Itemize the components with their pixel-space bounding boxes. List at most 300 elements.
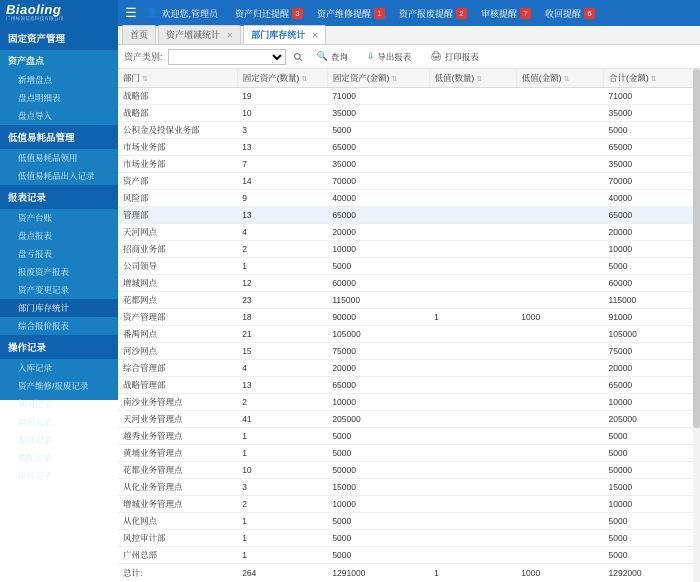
column-header-total-amount[interactable] bbox=[604, 69, 700, 88]
cell-department: 天河业务管理点 bbox=[118, 411, 237, 428]
cell-department: 黄埔业务管理点 bbox=[118, 445, 237, 462]
cell-low-qty bbox=[429, 258, 516, 275]
cell-low-amount bbox=[516, 241, 603, 258]
sidebar bbox=[0, 26, 118, 400]
cell-low-qty bbox=[429, 139, 516, 156]
column-header-low-amount[interactable] bbox=[516, 69, 603, 88]
cell-low-qty bbox=[429, 411, 516, 428]
cell-department: 增城网点 bbox=[118, 275, 237, 292]
cell-fixed-qty: 23 bbox=[237, 292, 327, 309]
cell-fixed-amount: 90000 bbox=[327, 309, 429, 326]
table-row[interactable] bbox=[118, 258, 700, 275]
welcome-text: 欢迎您,管理员 bbox=[161, 7, 218, 20]
sidebar-item-transfer-log[interactable]: 调配记录 bbox=[0, 449, 118, 467]
table-row[interactable] bbox=[118, 156, 700, 173]
cell-department: 战略部 bbox=[118, 105, 237, 122]
table-row[interactable] bbox=[118, 530, 700, 547]
table-row[interactable] bbox=[118, 190, 700, 207]
cell-department: 综合管理部 bbox=[118, 360, 237, 377]
cell-fixed-qty: 15 bbox=[237, 343, 327, 360]
cell-fixed-amount: 115000 bbox=[327, 292, 429, 309]
tab-label: 资产增减统计 bbox=[166, 30, 220, 40]
cell-department: 市场业务部 bbox=[118, 139, 237, 156]
sort-icon[interactable]: ⇅ bbox=[651, 76, 657, 83]
cell-fixed-qty: 2 bbox=[237, 241, 327, 258]
table-row[interactable] bbox=[118, 173, 700, 190]
cell-low-amount bbox=[516, 411, 603, 428]
status-badge: 3 bbox=[292, 8, 303, 19]
cell-total-amount: 105000 bbox=[604, 326, 700, 343]
logo[interactable] bbox=[0, 0, 118, 26]
sidebar-item-claim-log[interactable]: 领用记录 bbox=[0, 395, 118, 413]
cell-department: 风控审计部 bbox=[118, 530, 237, 547]
sidebar-group-consumables[interactable]: 低值易耗品管理 bbox=[0, 125, 118, 149]
sort-icon[interactable]: ⇅ bbox=[563, 76, 569, 83]
nav-label: 资产维修提醒 bbox=[317, 7, 371, 20]
cell-low-amount bbox=[516, 122, 603, 139]
export-button-label: 导出报表 bbox=[377, 51, 411, 63]
table-row[interactable] bbox=[118, 309, 700, 326]
cell-fixed-qty: 13 bbox=[237, 377, 327, 394]
status-badge: 1 bbox=[374, 8, 385, 19]
cell-department: 风险部 bbox=[118, 190, 237, 207]
cell-total-amount: 65000 bbox=[604, 207, 700, 224]
cell-fixed-amount: 71000 bbox=[327, 88, 429, 105]
cell-department: 从化网点 bbox=[118, 513, 237, 530]
column-header-low-qty[interactable] bbox=[429, 69, 516, 88]
cell-fixed-amount: 75000 bbox=[327, 343, 429, 360]
cell-fixed-qty: 9 bbox=[237, 190, 327, 207]
cell-total-amount: 35000 bbox=[604, 105, 700, 122]
table-row[interactable] bbox=[118, 241, 700, 258]
close-icon[interactable]: ✕ bbox=[312, 31, 319, 40]
cell-fixed-qty: 1 bbox=[237, 547, 327, 564]
printer-icon: 🖨 bbox=[430, 51, 441, 62]
sidebar-item-inventory-report[interactable]: 盘点报表 bbox=[0, 227, 118, 245]
sidebar-item-asset-change-log[interactable]: 资产变更记录 bbox=[0, 281, 118, 299]
nav-label: 资产归还提醒 bbox=[235, 7, 289, 20]
top-nav bbox=[228, 0, 602, 26]
welcome-label bbox=[144, 0, 228, 26]
cell-fixed-amount: 50000 bbox=[327, 462, 429, 479]
column-header-fixed-qty[interactable] bbox=[237, 69, 327, 88]
cell-low-amount bbox=[516, 462, 603, 479]
sort-icon[interactable]: ⇅ bbox=[392, 76, 398, 83]
cell-low-qty bbox=[429, 343, 516, 360]
cell-low-amount bbox=[516, 428, 603, 445]
cell-fixed-qty: 21 bbox=[237, 326, 327, 343]
table-row[interactable] bbox=[118, 445, 700, 462]
cell-fixed-amount: 5000 bbox=[327, 513, 429, 530]
nav-item-repair-reminder[interactable] bbox=[310, 0, 392, 26]
body-wrapper bbox=[0, 26, 700, 400]
cell-low-qty bbox=[429, 394, 516, 411]
table-body bbox=[118, 88, 700, 564]
sidebar-group-fixed-assets[interactable]: 固定资产管理 bbox=[0, 26, 118, 50]
cell-fixed-qty: 2 bbox=[237, 394, 327, 411]
footer-total-amount: 1292000 bbox=[604, 564, 700, 582]
cell-total-amount: 91000 bbox=[604, 309, 700, 326]
cell-total-amount: 40000 bbox=[604, 190, 700, 207]
cell-fixed-qty: 1 bbox=[237, 530, 327, 547]
column-header-fixed-amount[interactable] bbox=[327, 69, 429, 88]
cell-total-amount: 5000 bbox=[604, 547, 700, 564]
status-badge: 2 bbox=[456, 8, 467, 19]
cell-low-qty bbox=[429, 547, 516, 564]
cell-fixed-qty: 10 bbox=[237, 462, 327, 479]
cell-fixed-amount: 10000 bbox=[327, 496, 429, 513]
nav-label: 审核提醒 bbox=[481, 7, 517, 20]
cell-fixed-qty: 1 bbox=[237, 513, 327, 530]
cell-low-amount bbox=[516, 207, 603, 224]
cell-low-qty bbox=[429, 122, 516, 139]
cell-fixed-amount: 10000 bbox=[327, 241, 429, 258]
cell-total-amount: 50000 bbox=[604, 462, 700, 479]
cell-low-qty bbox=[429, 462, 516, 479]
cell-low-amount bbox=[516, 156, 603, 173]
print-button-label: 打印报表 bbox=[445, 51, 479, 63]
table-row[interactable] bbox=[118, 224, 700, 241]
logo-subtext: 广州标领信息科技有限公司 bbox=[6, 16, 118, 22]
table-row[interactable] bbox=[118, 292, 700, 309]
status-badge: 6 bbox=[584, 8, 595, 19]
cell-low-qty bbox=[429, 241, 516, 258]
table-row[interactable] bbox=[118, 428, 700, 445]
cell-department: 广州总部 bbox=[118, 547, 237, 564]
cell-department: 公司领导 bbox=[118, 258, 237, 275]
logo-text: Biaoling bbox=[6, 4, 118, 16]
cell-low-amount bbox=[516, 173, 603, 190]
cell-low-qty bbox=[429, 428, 516, 445]
cell-fixed-qty: 7 bbox=[237, 156, 327, 173]
cell-fixed-qty: 18 bbox=[237, 309, 327, 326]
sidebar-item-new-inventory[interactable]: 新增盘点 bbox=[0, 71, 118, 89]
cell-total-amount: 20000 bbox=[604, 224, 700, 241]
print-report-button[interactable] bbox=[423, 49, 485, 65]
cell-low-amount bbox=[516, 343, 603, 360]
table-row[interactable] bbox=[118, 496, 700, 513]
cell-department: 战略部 bbox=[118, 88, 237, 105]
tab-asset-change-stats[interactable] bbox=[158, 25, 241, 44]
cell-total-amount: 75000 bbox=[604, 343, 700, 360]
cell-fixed-amount: 35000 bbox=[327, 156, 429, 173]
nav-label: 资产报废提醒 bbox=[399, 7, 453, 20]
column-label: 部门 bbox=[123, 73, 140, 83]
menu-icon[interactable]: ☰ bbox=[118, 0, 144, 26]
footer-label: 总计: bbox=[118, 564, 237, 582]
cell-fixed-amount: 70000 bbox=[327, 173, 429, 190]
cell-fixed-amount: 20000 bbox=[327, 224, 429, 241]
table-row[interactable] bbox=[118, 105, 700, 122]
cell-fixed-amount: 65000 bbox=[327, 207, 429, 224]
cell-low-amount bbox=[516, 547, 603, 564]
export-report-button[interactable] bbox=[360, 49, 419, 65]
cell-total-amount: 115000 bbox=[604, 292, 700, 309]
cell-fixed-qty: 19 bbox=[237, 88, 327, 105]
cell-low-qty: 1 bbox=[429, 309, 516, 326]
sidebar-group-operations[interactable]: 操作记录 bbox=[0, 335, 118, 359]
cell-total-amount: 20000 bbox=[604, 360, 700, 377]
cell-department: 越秀业务管理点 bbox=[118, 428, 237, 445]
sort-icon[interactable]: ⇅ bbox=[142, 76, 148, 83]
department-stock-table-container bbox=[118, 69, 700, 582]
cell-fixed-amount: 105000 bbox=[327, 326, 429, 343]
cell-fixed-qty: 10 bbox=[237, 105, 327, 122]
asset-category-label: 资产类别: bbox=[124, 50, 163, 63]
sidebar-item-department-stock[interactable]: 部门库存统计 bbox=[0, 299, 118, 317]
cell-total-amount: 5000 bbox=[604, 122, 700, 139]
table-row[interactable] bbox=[118, 275, 700, 292]
sort-icon[interactable]: ⇅ bbox=[301, 76, 307, 83]
table-row[interactable] bbox=[118, 139, 700, 156]
close-icon[interactable]: ✕ bbox=[227, 31, 234, 40]
cell-fixed-amount: 5000 bbox=[327, 445, 429, 462]
cell-department: 招商业务部 bbox=[118, 241, 237, 258]
cell-fixed-qty: 14 bbox=[237, 173, 327, 190]
column-label: 固定资产(数量) bbox=[243, 73, 300, 83]
cell-fixed-amount: 5000 bbox=[327, 122, 429, 139]
footer-fixed-amount: 1291000 bbox=[327, 564, 429, 582]
cell-fixed-amount: 20000 bbox=[327, 360, 429, 377]
cell-department: 管理部 bbox=[118, 207, 237, 224]
query-button-label: 查询 bbox=[331, 51, 348, 63]
cell-fixed-qty: 12 bbox=[237, 275, 327, 292]
nav-item-scrap-reminder[interactable] bbox=[392, 0, 474, 26]
cell-fixed-amount: 205000 bbox=[327, 411, 429, 428]
cell-department: 花都网点 bbox=[118, 292, 237, 309]
cell-low-qty bbox=[429, 530, 516, 547]
cell-fixed-amount: 5000 bbox=[327, 428, 429, 445]
footer-low-qty: 1 bbox=[429, 564, 516, 582]
cell-low-qty bbox=[429, 224, 516, 241]
table-row[interactable] bbox=[118, 326, 700, 343]
cell-low-qty bbox=[429, 377, 516, 394]
column-label: 合计(金额) bbox=[609, 73, 649, 83]
sidebar-item-inbound-log[interactable]: 入库记录 bbox=[0, 359, 118, 377]
cell-total-amount: 71000 bbox=[604, 88, 700, 105]
sidebar-item-inventory-import[interactable]: 盘点导入 bbox=[0, 107, 118, 125]
vertical-scrollbar[interactable] bbox=[693, 69, 700, 582]
sidebar-item-consumable-claim[interactable]: 低值易耗品领用 bbox=[0, 149, 118, 167]
tab-label: 部门库存统计 bbox=[251, 30, 305, 40]
cell-department: 资产部 bbox=[118, 173, 237, 190]
cell-low-amount bbox=[516, 445, 603, 462]
top-bar bbox=[0, 0, 700, 26]
cell-low-qty bbox=[429, 360, 516, 377]
cell-total-amount: 10000 bbox=[604, 241, 700, 258]
table-row[interactable] bbox=[118, 547, 700, 564]
status-badge: 7 bbox=[520, 8, 531, 19]
cell-fixed-amount: 35000 bbox=[327, 105, 429, 122]
export-icon: ⇩ bbox=[367, 51, 375, 62]
cell-low-qty bbox=[429, 275, 516, 292]
table-footer bbox=[118, 564, 700, 582]
nav-item-return-reminder[interactable] bbox=[228, 0, 310, 26]
footer-low-amount: 1000 bbox=[516, 564, 603, 582]
main-panel bbox=[118, 26, 700, 400]
cell-low-qty bbox=[429, 207, 516, 224]
scrollbar-thumb[interactable] bbox=[693, 69, 700, 428]
sort-icon[interactable]: ⇅ bbox=[476, 76, 482, 83]
table-footer-row bbox=[118, 564, 700, 582]
cell-low-amount: 1000 bbox=[516, 309, 603, 326]
cell-low-amount bbox=[516, 513, 603, 530]
cell-total-amount: 60000 bbox=[604, 275, 700, 292]
cell-fixed-qty: 1 bbox=[237, 258, 327, 275]
column-label: 固定资产(金额) bbox=[333, 73, 390, 83]
column-label: 低值(数量) bbox=[435, 73, 475, 83]
cell-fixed-qty: 3 bbox=[237, 479, 327, 496]
table-row[interactable] bbox=[118, 88, 700, 105]
cell-total-amount: 10000 bbox=[604, 394, 700, 411]
cell-low-amount bbox=[516, 496, 603, 513]
cell-low-qty bbox=[429, 292, 516, 309]
sidebar-group-reports[interactable]: 报表记录 bbox=[0, 185, 118, 209]
cell-total-amount: 205000 bbox=[604, 411, 700, 428]
cell-department: 资产管理部 bbox=[118, 309, 237, 326]
cell-fixed-amount: 60000 bbox=[327, 275, 429, 292]
column-label: 低值(金额) bbox=[522, 73, 562, 83]
tab-home[interactable] bbox=[122, 25, 156, 44]
cell-total-amount: 5000 bbox=[604, 258, 700, 275]
cell-department: 河沙网点 bbox=[118, 343, 237, 360]
table-row[interactable] bbox=[118, 462, 700, 479]
cell-total-amount: 65000 bbox=[604, 377, 700, 394]
footer-fixed-qty: 264 bbox=[237, 564, 327, 582]
cell-fixed-amount: 15000 bbox=[327, 479, 429, 496]
cell-fixed-amount: 10000 bbox=[327, 394, 429, 411]
sidebar-item-scrap-report[interactable]: 报废资产报表 bbox=[0, 263, 118, 281]
cell-total-amount: 70000 bbox=[604, 173, 700, 190]
tab-bar bbox=[118, 26, 700, 45]
cell-fixed-qty: 2 bbox=[237, 496, 327, 513]
cell-low-amount bbox=[516, 275, 603, 292]
sidebar-item-inventory-detail[interactable]: 盘点明细表 bbox=[0, 89, 118, 107]
table-row[interactable] bbox=[118, 377, 700, 394]
cell-total-amount: 35000 bbox=[604, 156, 700, 173]
cell-low-qty bbox=[429, 105, 516, 122]
cell-fixed-qty: 1 bbox=[237, 445, 327, 462]
cell-total-amount: 5000 bbox=[604, 428, 700, 445]
sidebar-item-consumable-inout[interactable]: 低值易耗品出入记录 bbox=[0, 167, 118, 185]
nav-item-audit-reminder[interactable] bbox=[474, 0, 538, 26]
tab-department-stock[interactable] bbox=[243, 25, 326, 44]
sidebar-subgroup-inventory[interactable]: 资产盘点 bbox=[0, 50, 118, 71]
sidebar-item-repair-scrap-log[interactable]: 资产维修/报废记录 bbox=[0, 377, 118, 395]
cell-fixed-amount: 5000 bbox=[327, 258, 429, 275]
cell-low-amount bbox=[516, 139, 603, 156]
cell-low-amount bbox=[516, 394, 603, 411]
tab-label: 首页 bbox=[130, 30, 148, 40]
column-header-department[interactable] bbox=[118, 69, 237, 88]
cell-fixed-qty: 4 bbox=[237, 360, 327, 377]
cell-fixed-qty: 41 bbox=[237, 411, 327, 428]
sidebar-item-comprehensive-report[interactable]: 综合报价报表 bbox=[0, 317, 118, 335]
cell-low-qty bbox=[429, 156, 516, 173]
cell-low-qty bbox=[429, 445, 516, 462]
cell-low-amount bbox=[516, 258, 603, 275]
asset-category-select[interactable] bbox=[168, 49, 286, 65]
table-row[interactable] bbox=[118, 411, 700, 428]
table-header bbox=[118, 69, 700, 88]
cell-total-amount: 5000 bbox=[604, 530, 700, 547]
cell-fixed-amount: 65000 bbox=[327, 377, 429, 394]
cell-low-qty bbox=[429, 190, 516, 207]
cell-total-amount: 15000 bbox=[604, 479, 700, 496]
sidebar-item-loss-report[interactable]: 盘亏报表 bbox=[0, 245, 118, 263]
cell-total-amount: 5000 bbox=[604, 513, 700, 530]
cell-total-amount: 65000 bbox=[604, 139, 700, 156]
query-button[interactable] bbox=[310, 49, 355, 65]
cell-department: 花都业务管理点 bbox=[118, 462, 237, 479]
cell-fixed-qty: 1 bbox=[237, 428, 327, 445]
cell-department: 市场业务部 bbox=[118, 156, 237, 173]
cell-low-amount bbox=[516, 530, 603, 547]
cell-low-qty bbox=[429, 88, 516, 105]
cell-department: 天河网点 bbox=[118, 224, 237, 241]
cell-department: 番禺网点 bbox=[118, 326, 237, 343]
search-icon[interactable] bbox=[291, 50, 305, 64]
cell-low-qty bbox=[429, 479, 516, 496]
cell-low-amount bbox=[516, 224, 603, 241]
cell-total-amount: 5000 bbox=[604, 445, 700, 462]
department-stock-table bbox=[118, 69, 700, 582]
cell-low-amount bbox=[516, 292, 603, 309]
cell-low-amount bbox=[516, 326, 603, 343]
sidebar-item-asset-ledger[interactable]: 资产台账 bbox=[0, 209, 118, 227]
cell-low-qty bbox=[429, 173, 516, 190]
toolbar bbox=[118, 45, 700, 69]
cell-fixed-amount: 5000 bbox=[327, 547, 429, 564]
cell-fixed-amount: 65000 bbox=[327, 139, 429, 156]
table-row[interactable] bbox=[118, 513, 700, 530]
table-row[interactable] bbox=[118, 479, 700, 496]
search-icon: 🔍 bbox=[317, 51, 328, 62]
cell-low-qty bbox=[429, 496, 516, 513]
cell-fixed-qty: 4 bbox=[237, 224, 327, 241]
table-row[interactable] bbox=[118, 122, 700, 139]
cell-department: 增城业务管理点 bbox=[118, 496, 237, 513]
table-row[interactable] bbox=[118, 207, 700, 224]
cell-low-amount bbox=[516, 105, 603, 122]
cell-department: 战略管理部 bbox=[118, 377, 237, 394]
cell-low-qty bbox=[429, 326, 516, 343]
sidebar-item-audit-log[interactable]: 审核记录 bbox=[0, 467, 118, 485]
cell-fixed-qty: 13 bbox=[237, 207, 327, 224]
cell-low-amount bbox=[516, 479, 603, 496]
cell-total-amount: 10000 bbox=[604, 496, 700, 513]
nav-item-recall-reminder[interactable] bbox=[538, 0, 602, 26]
table-header-row bbox=[118, 69, 700, 88]
table-row[interactable] bbox=[118, 343, 700, 360]
table-row[interactable] bbox=[118, 360, 700, 377]
cell-low-amount bbox=[516, 88, 603, 105]
cell-low-amount bbox=[516, 190, 603, 207]
cell-department: 从化业务管理点 bbox=[118, 479, 237, 496]
sidebar-item-borrow-log[interactable]: 借用记录 bbox=[0, 413, 118, 431]
cell-low-qty bbox=[429, 513, 516, 530]
cell-fixed-amount: 40000 bbox=[327, 190, 429, 207]
cell-department: 南沙业务管理点 bbox=[118, 394, 237, 411]
cell-fixed-qty: 13 bbox=[237, 139, 327, 156]
nav-label: 收回提醒 bbox=[545, 7, 581, 20]
table-row[interactable] bbox=[118, 394, 700, 411]
cell-fixed-amount: 5000 bbox=[327, 530, 429, 547]
user-icon: 👤 bbox=[146, 8, 158, 19]
cell-low-amount bbox=[516, 377, 603, 394]
sidebar-item-return-log[interactable]: 退回记录 bbox=[0, 431, 118, 449]
cell-department: 公积金及投保业务部 bbox=[118, 122, 237, 139]
